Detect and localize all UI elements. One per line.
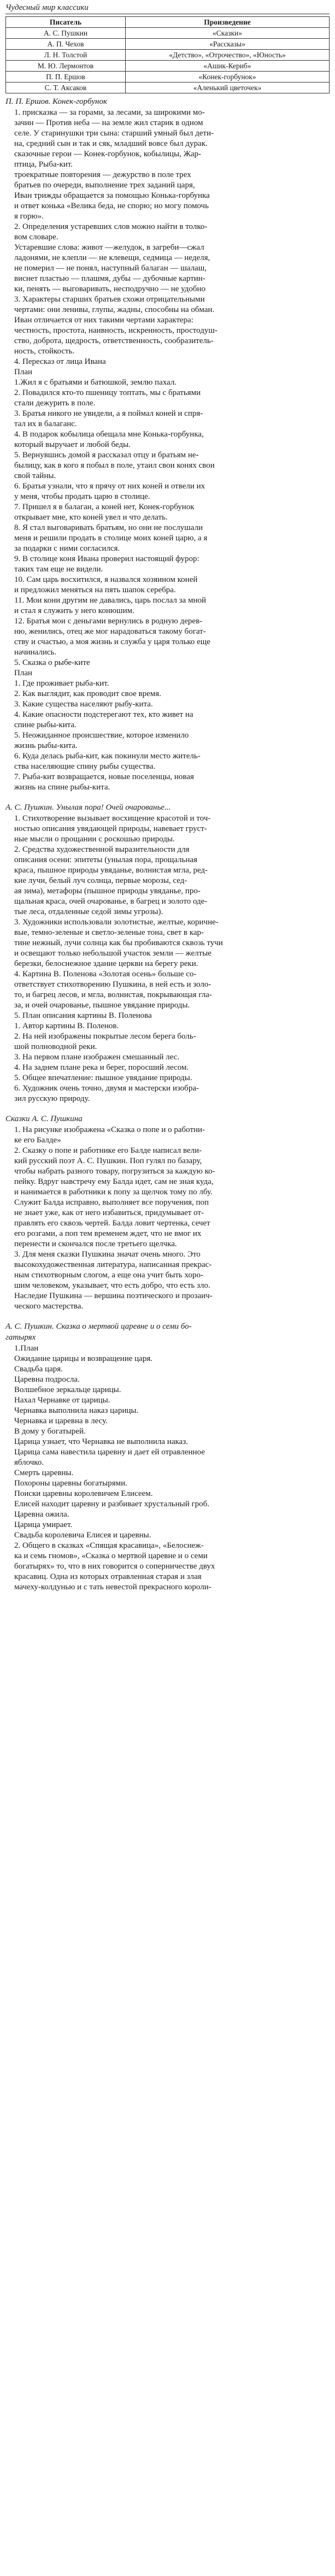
text-line: 2. Общего в сказках «Спящая красавица», «Белоснеж- <box>14 1541 204 1550</box>
table-cell-writer: Л. Н. Толстой <box>6 50 126 61</box>
text-line: 1. Стихотворение вызывает восхищение красотой и точ- <box>14 814 211 823</box>
text-line: 3. Характеры старших братьев схожи отрицательными <box>14 295 205 304</box>
text-line: честность, простота, наивность, искренность, простодуш- <box>14 326 218 335</box>
text-line: 2. На ней изображены покрытые лесом берега боль- <box>14 1032 196 1041</box>
text-line: 1. присказка — за горами, за лесами, за широкими мо- <box>14 108 205 117</box>
text-line: 6. Братья узнали, что я прячу от них коней и отвели их <box>14 482 205 491</box>
table-cell-writer: А. П. Чехов <box>6 39 126 50</box>
text-line: за, и очей очарованье, пышное увядание природы. <box>14 1001 190 1010</box>
text-line: птица, Рыба-кит. <box>14 160 73 169</box>
text-line: Царица узнает, что Чернавка не выполнила наказ. <box>14 1437 188 1446</box>
text-line: яблочко. <box>14 1458 44 1467</box>
table-body <box>6 28 330 93</box>
text-line: Иван отличается от них такими чертами характера: <box>14 316 193 325</box>
table-row <box>6 50 330 61</box>
text-line: 6. Куда делась рыба-кит, как покинули место житель- <box>14 752 201 761</box>
text-line: Устаревшие слова: живот —желудок, в загреби—сжал <box>14 243 204 252</box>
text-line: перенести и скончался после третьего щелчка. <box>14 1240 177 1248</box>
table-cell-writer: П. П. Ершов <box>6 72 126 82</box>
table-row <box>6 28 330 39</box>
text-line: 5. Неожиданное происшествие, которое изменило <box>14 731 189 740</box>
text-line: 8. Я стал выговаривать братьям, но они не послушали <box>14 523 203 532</box>
writers-table <box>5 16 330 93</box>
text-line: таких там еще не видели. <box>14 565 103 574</box>
text-line: Нахал Чернавке от царицы. <box>14 1396 110 1405</box>
text-line: троекратные повторения — дежурство в поле трех <box>14 170 191 179</box>
text-line: Служит Балда исправно, выполняет все поручения, поп <box>14 1198 209 1207</box>
text-line: Свадьба царя. <box>14 1365 63 1374</box>
table-cell-writer: А. С. Пушкин <box>6 28 126 39</box>
text-line: шим человеком, указывает, что есть добро, что есть зло. <box>14 1281 210 1290</box>
table-header-writer: Писатель <box>6 17 126 28</box>
text-line: 4. Какие опасности подстерегают тех, кто живет на <box>14 710 193 719</box>
text-line: 6. Художник очень точно, двумя и мастерски изобра- <box>14 1084 199 1093</box>
text-line: 5. Вернувшись домой я рассказал отцу и братьям не- <box>14 451 199 459</box>
text-line: начинались. <box>14 648 57 657</box>
text-line: 11. Мои кони другим не давались, царь послал за мной <box>14 596 207 605</box>
text-line: который выручает и любой беды. <box>14 440 131 449</box>
text-line: 3. На первом плане изображен смешанный лес. <box>14 1053 180 1062</box>
section-title-continued: гатырях <box>5 1333 36 1342</box>
sections <box>5 97 330 1593</box>
text-line: 3. Какие существа населяют рыбу-кита. <box>14 700 153 709</box>
text-line: План <box>14 368 33 376</box>
text-line: Иван трижды обращается за помощью Конька-горбунка <box>14 191 210 200</box>
text-line: 1.Жил я с братьями и батюшкой, землю пахал. <box>14 378 177 387</box>
table-header-work: Произведение <box>126 17 330 28</box>
text-line: описания осени: эпитеты (унылая пора, прощальная <box>14 856 198 864</box>
text-line: кий русский поэт А. С. Пушкин. Поп гулял по базару, <box>14 1157 202 1165</box>
table-row <box>6 39 330 50</box>
text-line: Волшебное зеркальце царицы. <box>14 1386 121 1394</box>
table-cell-writer: М. Ю. Лермонтов <box>6 61 126 72</box>
text-line: чтобы набрать разного товару, погрузиться за каждую ко- <box>14 1167 215 1176</box>
text-line: кие лучи, белый луч солнца, первые морозы, сед- <box>14 876 187 885</box>
running-head: Чудесный мир классики <box>5 3 330 14</box>
text-line: у меня, чтобы продать царю в столице. <box>14 492 150 501</box>
text-line: зачин — Против неба — на земле жил старик в одном <box>14 119 203 127</box>
table-header-row <box>6 17 330 28</box>
text-line: ностью описания увядающей природы, навевает груст- <box>14 824 207 833</box>
text-line: 12. Братья мои с деньгами вернулись в родную дерев- <box>14 617 203 626</box>
text-line: 1.План <box>14 1344 39 1353</box>
text-line: пейку. Вдруг навстречу ему Балда идет, сам не зная куда, <box>14 1177 214 1186</box>
section-title: А. С. Пушкин. Сказка о мертвой царевне и о семи бо- <box>5 1322 192 1331</box>
text-line: березки, белоснежное здание церкви на берегу реки. <box>14 959 198 968</box>
text-line: 2. Как выглядит, как проводит свое время. <box>14 689 161 698</box>
text-line: 5. План описания картины В. Поленова <box>14 1011 152 1020</box>
text-line: ая зима), метафоры (пышное природы увяданье, про- <box>14 887 201 895</box>
text-line: ству и счастью, а моя жизнь и служба у царя только еще <box>14 638 210 646</box>
text-line: Царевна подросла. <box>14 1375 80 1384</box>
text-line: вом словаре. <box>14 233 58 241</box>
text-line: правлять его сквозь чертей. Балда ловит чертенка, сечет <box>14 1219 210 1228</box>
text-line: 1. На рисунке изображена «Сказка о попе и о работни- <box>14 1125 205 1134</box>
text-line: ладонями, не клепли — не клевещи, седмица — неделя, <box>14 254 210 262</box>
text-line: свой тайны. <box>14 471 56 480</box>
table-row <box>6 82 330 93</box>
text-line: 5. Сказка о рыбе-ките <box>14 658 90 667</box>
text-line: тал их в балаганс. <box>14 420 77 428</box>
text-line: красавиц. Одна из которых отравленная старая и злая <box>14 1572 202 1581</box>
text-line: 2. Сказку о попе и работнике его Балде написал вели- <box>14 1146 202 1155</box>
section <box>5 1114 330 1312</box>
text-line: и ответ конька «Велика беда, не спорю; но могу помочь <box>14 202 209 210</box>
text-line: мачеху-колдунью и с тать невестой прекрасного короли- <box>14 1583 211 1591</box>
text-line: Елисей находит царевну и разбивает хрустальный гроб. <box>14 1500 210 1508</box>
text-line: Поиски царевны королевичем Елисеем. <box>14 1489 153 1498</box>
text-line: ка и семь гномов», «Сказка о мертвой царевне и о семи <box>14 1552 208 1560</box>
text-line: Чернавка выполнила наказ царицы. <box>14 1406 139 1415</box>
text-line: 1. Где проживает рыба-кит. <box>14 679 109 688</box>
text-line: Царица умирает. <box>14 1520 73 1529</box>
text-line: его розгами, а поп тем временем ждет, что не вмог их <box>14 1229 202 1238</box>
text-line: меня и решили продать в столице моих коней царю, а я <box>14 534 208 543</box>
text-line: 2. Средства художественной выразительности для <box>14 845 190 854</box>
text-line: 7. Рыба-кит возвращается, новые поселенцы, новая <box>14 773 194 781</box>
text-line: 2. Повадился кто-то пшеницу топтать, мы с братьями <box>14 388 201 397</box>
text-line: былицу, как в кого я побыл в поле, утаил свои конях свои <box>14 461 215 470</box>
text-line: ства населяющие спину рыбы существа. <box>14 762 156 771</box>
text-line: то, и багрец лесов, и мгла, волнистая, покрывающая гла- <box>14 991 212 999</box>
text-line: высокохудожественная литература, написанная прекрас- <box>14 1260 212 1269</box>
text-line: виснет пластью — плашмя, дубы — дубочные картин- <box>14 274 205 283</box>
text-line: 4. Картина В. Поленова «Золотая осень» больше со- <box>14 970 197 978</box>
text-line: ство, доброта, щедрость, ответственность, сообразитель- <box>14 337 214 345</box>
text-line: 7. Пришел я в балаган, а коней нет, Конек-горбунок <box>14 503 195 511</box>
text-line: 1. Автор картины В. Поленов. <box>14 1022 119 1030</box>
text-line: Ожидание царицы и возвращение царя. <box>14 1354 152 1363</box>
text-line: 3. Для меня сказки Пушкина значат очень много. Это <box>14 1250 201 1259</box>
section <box>5 97 330 793</box>
text-line: открывает мне, кто коней увел и что делать. <box>14 513 168 522</box>
text-line: ответствует стихотворению Пушкина, в ней есть и золо- <box>14 980 211 989</box>
text-line: стали дежурить в поле. <box>14 399 96 408</box>
text-line: жизнь рыбы-кита. <box>14 741 78 750</box>
text-line: Царица сама навестила царевну и дает ей отравленное <box>14 1448 205 1457</box>
text-line: 2. Определения устаревших слов можно найти в толко- <box>14 222 208 231</box>
text-line: чертами: они ленивы, глупы, жадны, способны на обман. <box>14 305 215 314</box>
text-line: вые, темно-зеленые и светло-зеленые тона, свет в кар- <box>14 928 204 937</box>
text-line: Наследие Пушкина — вершина поэтического и прозаич- <box>14 1292 213 1300</box>
table-cell-work: «Ашик-Кериб» <box>126 61 330 72</box>
text-line: и предложил меняться на пять шапок серебра. <box>14 586 176 594</box>
text-line: Похороны царевны богатырями. <box>14 1479 127 1488</box>
text-line: ню, женились, отец же мог нарадоваться такому богат- <box>14 627 206 636</box>
text-line: ки, пенять — выговаривать, несподручно — не удобно <box>14 285 205 293</box>
section <box>5 803 330 1104</box>
table-cell-writer: С. Т. Аксаков <box>6 82 126 93</box>
text-line: ке его Балде» <box>14 1136 61 1145</box>
section-title: П. П. Ершов. Конек-горбунок <box>5 97 107 106</box>
text-line: 9. В столице коня Ивана проверил настоящий фурор: <box>14 555 199 563</box>
section-title: Сказки А. С. Пушкина <box>5 1115 83 1123</box>
table-row <box>6 61 330 72</box>
text-line: 4. В подарок кобылица обещала мне Конька-горбунка, <box>14 430 204 439</box>
table-cell-work: «Сказки» <box>126 28 330 39</box>
text-line: 3. Братья никого не увидели, а я поймал коней и спря- <box>14 409 203 418</box>
table-row <box>6 72 330 82</box>
text-line: селе. У старинушки три сына: старший умный был дети- <box>14 129 214 138</box>
text-line: ные мысли о прощании с роскошью природы. <box>14 835 175 844</box>
text-line: спине рыбы-кита. <box>14 721 77 729</box>
text-line: 4. На заднем плане река и берег, поросший лесом. <box>14 1063 189 1072</box>
text-line: жизнь на спине рыбы-кита. <box>14 783 110 792</box>
text-line: и освещают только небольшой участок земли — желтые <box>14 949 211 958</box>
text-line: ным стихотворным слогом, а еще она учит быть хоро- <box>14 1271 203 1280</box>
table-cell-work: «Аленький цветочек» <box>126 82 330 93</box>
text-line: 3. Художники использовали золотистые, желтые, коричне- <box>14 918 219 927</box>
text-line: на, средний сын и так и сяк, младший вовсе был дурак. <box>14 139 208 148</box>
text-line: богатырях» то, что в них говорится о соперничестве двух <box>14 1562 215 1571</box>
text-line: Царевна ожила. <box>14 1510 69 1519</box>
text-line: я горю». <box>14 212 44 221</box>
text-line: ность, стойкость. <box>14 347 75 356</box>
text-line: Смерть царевны. <box>14 1469 74 1477</box>
text-line: щальная краса, очей очарованье, в багрец и золото оде- <box>14 897 208 906</box>
text-line: за подарки с ними согласился. <box>14 544 120 553</box>
text-line: В дому у богатырей. <box>14 1427 86 1436</box>
text-line: краса, пышное природы увяданье, волнистая мгла, ред- <box>14 866 208 875</box>
text-line: и нанимается в работники к попу за щелчок тому по лбу. <box>14 1188 213 1196</box>
table-cell-work: «Рассказы» <box>126 39 330 50</box>
section <box>5 1322 330 1593</box>
table-cell-work: «Детство», «Отрочество», «Юность» <box>126 50 330 61</box>
text-line: ческого мастерства. <box>14 1302 84 1311</box>
text-line: 4. Пересказ от лица Ивана <box>14 357 106 366</box>
table-cell-work: «Конек-горбунок» <box>126 72 330 82</box>
text-line: зил русскую природу. <box>14 1094 90 1103</box>
text-line: 10. Сам царь восхитился, я назвался хозяином коней <box>14 575 198 584</box>
text-line: не знает уже, как от него избавиться, придумывает от- <box>14 1209 204 1217</box>
text-line: Чернавка и царевна в лесу. <box>14 1417 108 1425</box>
section-title: А. С. Пушкин. Унылая пора! Очей очарованье... <box>5 803 171 812</box>
text-line: не померил — не понял, наступный балаган — шалаш, <box>14 264 207 273</box>
text-line: сказочные герои — Конек-горбунок, кобылицы, Жар- <box>14 150 201 158</box>
text-line: тине нежный, лучи солнца как бы пробиваются сквозь тучи <box>14 939 223 947</box>
text-line: 5. Общее впечатление: пышное увядание природы. <box>14 1074 192 1082</box>
text-line: План <box>14 669 33 677</box>
text-line: Свадьба королевича Елисея и царевны. <box>14 1531 151 1540</box>
text-line: тые леса, отдаленные седой зимы угрозы). <box>14 907 163 916</box>
text-line: и стал я служить у него конюшим. <box>14 606 134 615</box>
text-line: братьев по очереди, выполнение трех заданий царя, <box>14 181 195 190</box>
text-line: шой полноводной реки. <box>14 1042 97 1051</box>
